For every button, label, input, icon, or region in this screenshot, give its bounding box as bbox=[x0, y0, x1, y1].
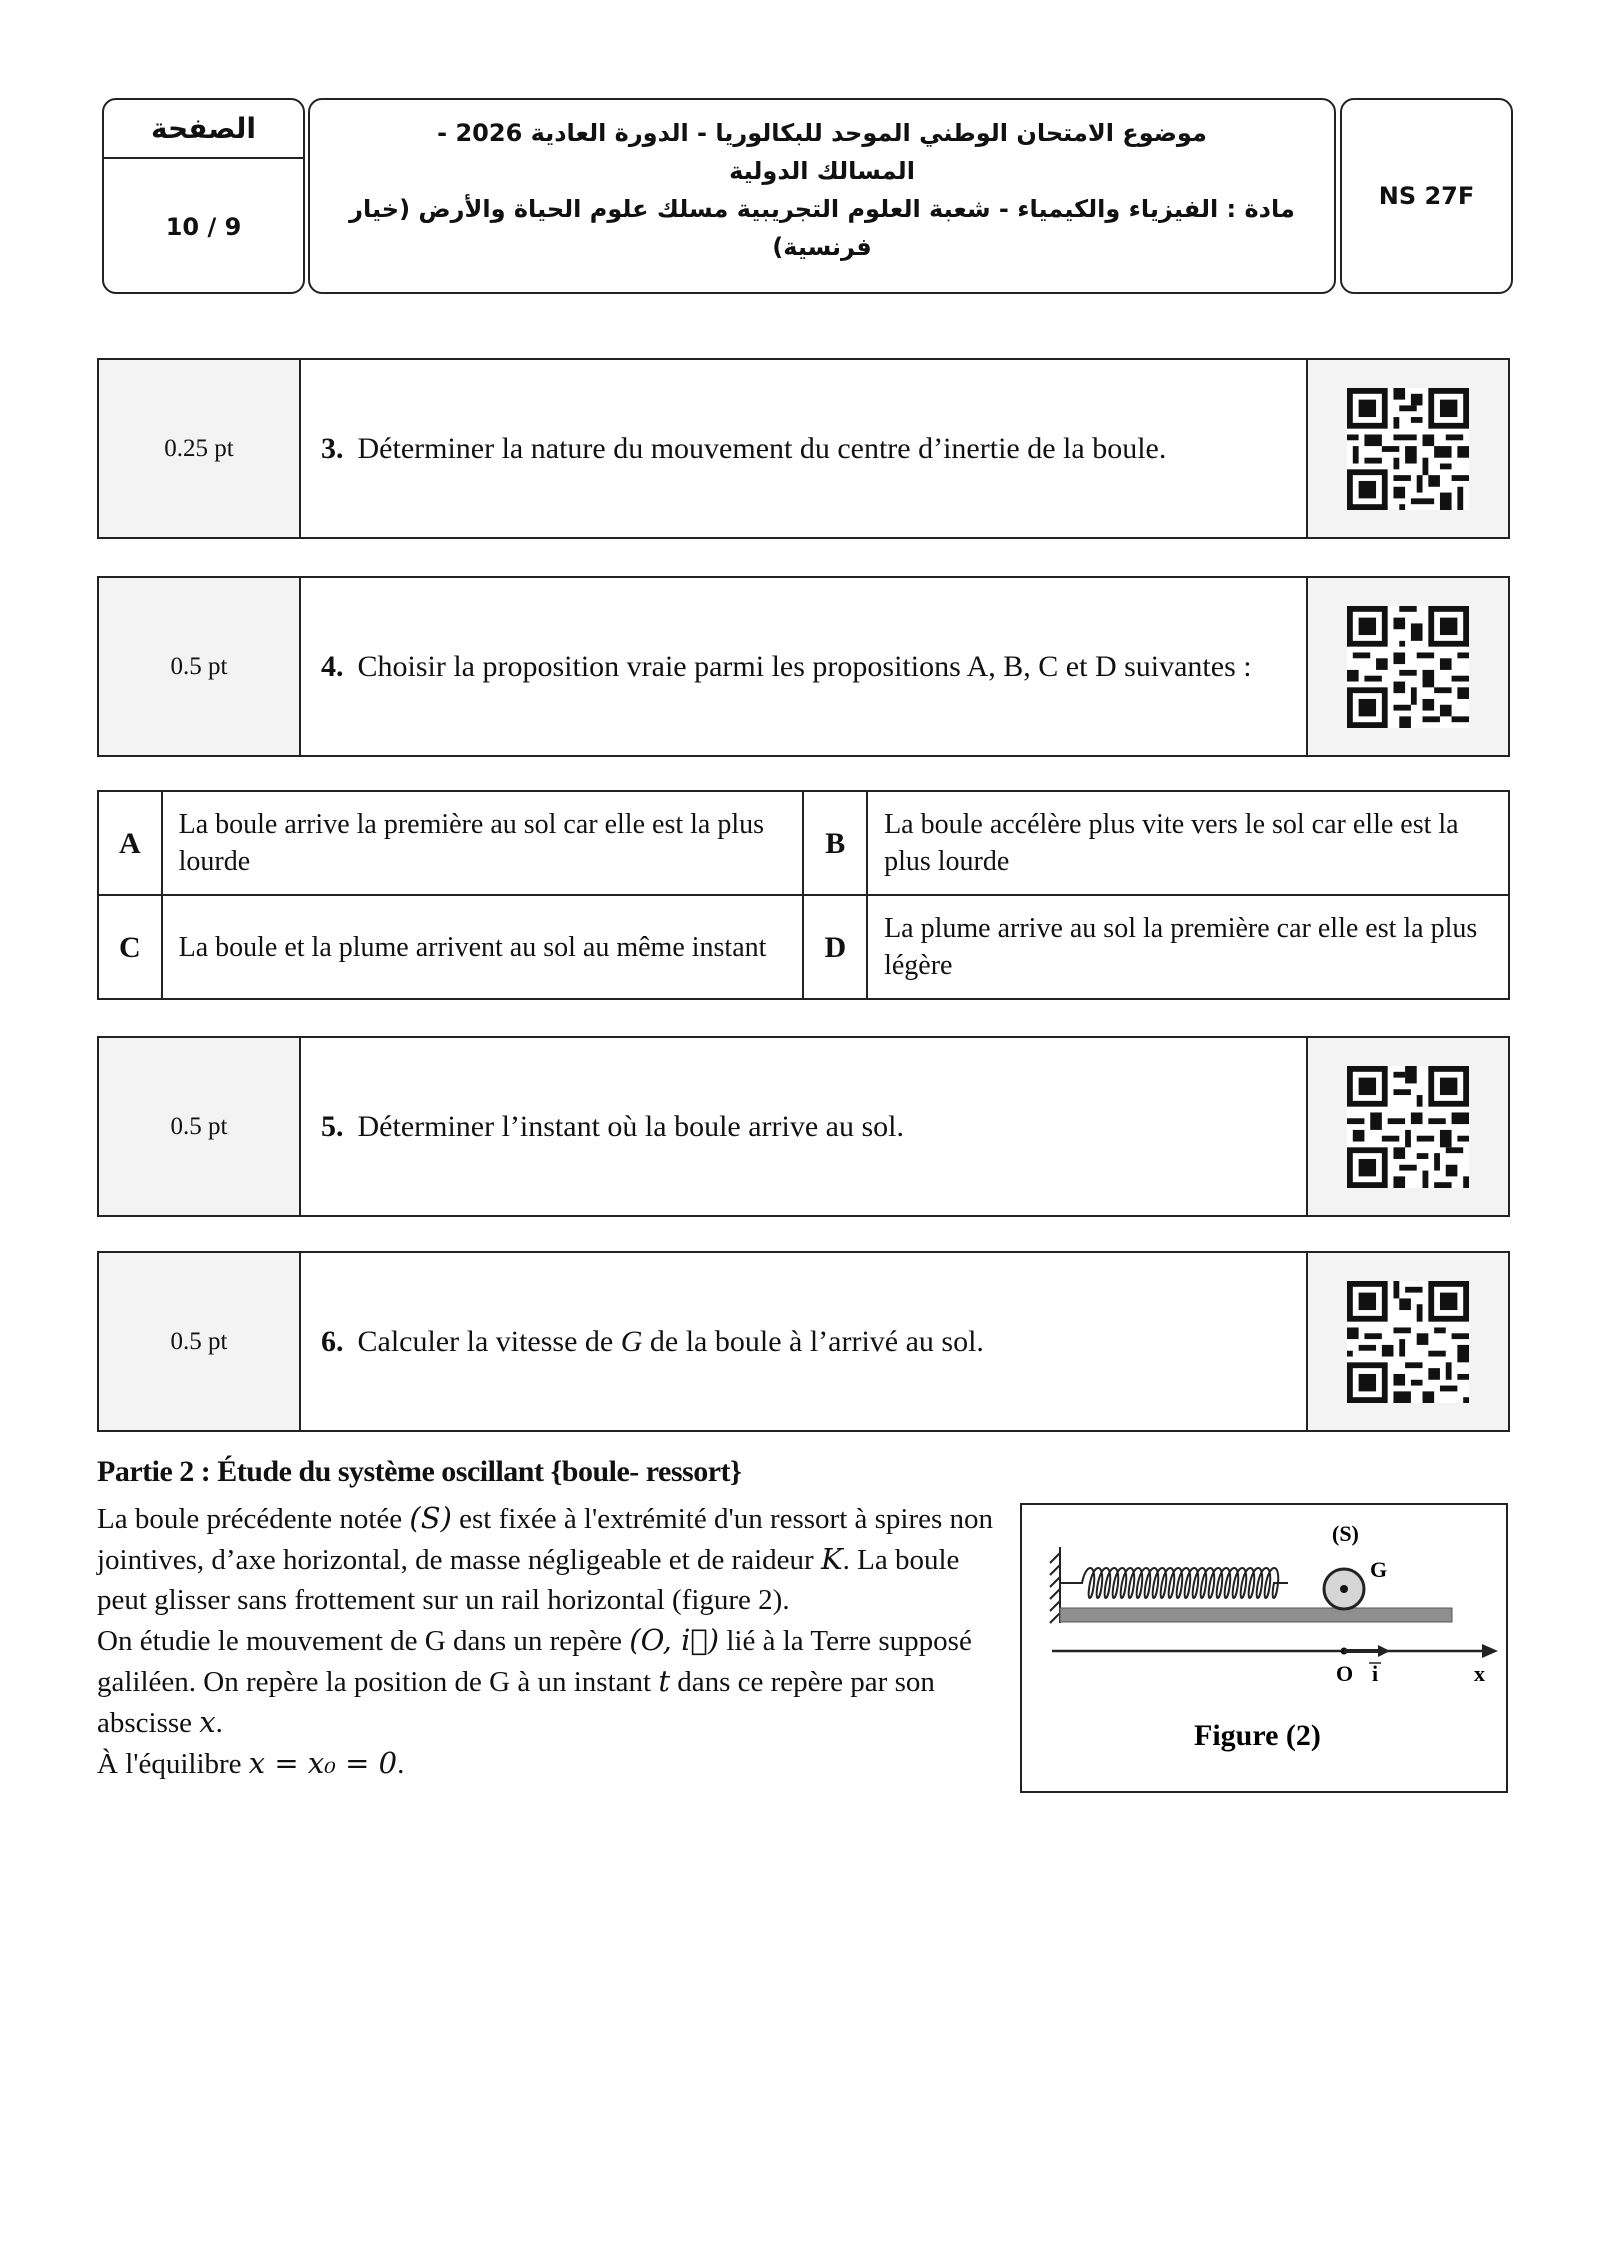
spring-mass-diagram bbox=[1022, 1505, 1506, 1791]
options-table bbox=[97, 790, 1510, 1000]
qr-code-cell bbox=[1306, 360, 1508, 537]
math-symbol-t: t bbox=[658, 1664, 670, 1698]
label-i: i bbox=[1372, 1661, 1379, 1686]
part2-paragraph-3 bbox=[97, 1743, 997, 1784]
question-number: 4. bbox=[321, 649, 344, 683]
question-points: 0.5 pt bbox=[99, 1038, 301, 1215]
question-number: 3. bbox=[321, 431, 344, 465]
text-span: La boule précédente notée bbox=[97, 1503, 403, 1535]
text-span: . La boule peut glisser sans frottement sur un rail horizontal (figure 2). bbox=[97, 1544, 960, 1616]
math-frame: (O, i⃗) bbox=[629, 1623, 720, 1657]
x-axis-arrow-icon bbox=[1482, 1644, 1498, 1658]
question-body-before: Calculer la vitesse de bbox=[357, 1324, 614, 1358]
question-points: 0.25 pt bbox=[99, 360, 301, 537]
options-row bbox=[98, 791, 1509, 895]
exam-title-line2: المسالك الدولية bbox=[729, 157, 915, 185]
option-letter: C bbox=[98, 895, 162, 999]
option-text: La boule accélère plus vite vers le sol car elle est la plus lourde bbox=[867, 791, 1509, 895]
label-x: x bbox=[1474, 1661, 1485, 1686]
page-number: 10 / 9 bbox=[165, 213, 242, 241]
part2-paragraph-1 bbox=[97, 1498, 997, 1620]
question-row-5 bbox=[97, 1036, 1510, 1217]
wall-icon bbox=[1050, 1547, 1060, 1623]
exam-code: NS 27F bbox=[1378, 182, 1475, 210]
text-span: dans ce repère par son abscisse bbox=[97, 1666, 935, 1739]
option-text: La boule et la plume arrivent au sol au même instant bbox=[162, 895, 804, 999]
math-equilibrium: x = x₀ = 0 bbox=[248, 1746, 398, 1780]
question-points: 0.5 pt bbox=[99, 578, 301, 755]
qr-code-cell bbox=[1306, 578, 1508, 755]
text-span: lié à la Terre supposé galiléen. On repère la position de G à un instant bbox=[97, 1625, 972, 1698]
text-span: est fixée à l'extrémité d'un ressort à spires non jointives, d’axe horizontal, de masse négligeable et de raideur bbox=[97, 1503, 994, 1576]
text-span: À l'équilibre bbox=[97, 1748, 242, 1780]
exam-subject-line1: مادة : الفيزياء والكيمياء - شعبة العلوم التجريبية مسلك علوم الحياة والأرض (خيار bbox=[349, 195, 1295, 223]
option-letter: D bbox=[803, 895, 867, 999]
options-row bbox=[98, 895, 1509, 999]
label-o: O bbox=[1336, 1661, 1354, 1686]
math-symbol-x: x bbox=[199, 1705, 216, 1739]
math-symbol-k: K bbox=[820, 1542, 843, 1576]
question-text bbox=[301, 1038, 1306, 1215]
math-symbol-g: G bbox=[620, 1324, 643, 1358]
figure-2 bbox=[1020, 1503, 1508, 1793]
question-points: 0.5 pt bbox=[99, 1253, 301, 1430]
qr-code-icon[interactable] bbox=[1347, 606, 1469, 728]
qr-code-cell bbox=[1306, 1253, 1508, 1430]
question-text bbox=[301, 578, 1306, 755]
question-text bbox=[301, 1253, 1306, 1430]
question-row-3 bbox=[97, 358, 1510, 539]
option-text: La boule arrive la première au sol car elle est la plus lourde bbox=[162, 791, 804, 895]
figure-caption: Figure (2) bbox=[1194, 1719, 1321, 1752]
exam-title-box bbox=[308, 98, 1336, 294]
exam-subject-line2: فرنسية) bbox=[772, 233, 872, 261]
text-span: . bbox=[215, 1707, 223, 1739]
math-symbol-s: (S) bbox=[409, 1501, 452, 1535]
exam-code-box bbox=[1340, 98, 1513, 294]
question-body: Déterminer l’instant où la boule arrive au sol. bbox=[357, 1109, 904, 1143]
page-label: الصفحة bbox=[104, 100, 303, 159]
question-text bbox=[301, 360, 1306, 537]
question-body-after: de la boule à l’arrivé au sol. bbox=[649, 1324, 984, 1358]
unit-vector-arrow-icon bbox=[1378, 1645, 1390, 1657]
text-span: On étudie le mouvement de G dans un repère bbox=[97, 1625, 623, 1657]
qr-code-icon[interactable] bbox=[1347, 1281, 1469, 1403]
option-text: La plume arrive au sol la première car elle est la plus légère bbox=[867, 895, 1509, 999]
center-of-mass-dot bbox=[1340, 1585, 1348, 1593]
qr-code-cell bbox=[1306, 1038, 1508, 1215]
exam-title-line1: موضوع الامتحان الوطني الموحد للبكالوريا - الدورة العادية 2026 - bbox=[437, 119, 1207, 147]
part2-paragraph-2 bbox=[97, 1620, 997, 1743]
label-s: (S) bbox=[1332, 1521, 1359, 1546]
rail bbox=[1060, 1608, 1452, 1622]
question-body: Choisir la proposition vraie parmi les propositions A, B, C et D suivantes : bbox=[357, 649, 1252, 683]
option-letter: A bbox=[98, 791, 162, 895]
page-number-box bbox=[102, 98, 305, 294]
label-g: G bbox=[1370, 1557, 1388, 1582]
question-number: 5. bbox=[321, 1109, 344, 1143]
question-row-6 bbox=[97, 1251, 1510, 1432]
part2-title: Partie 2 : Étude du système oscillant {boule- ressort} bbox=[97, 1455, 742, 1488]
spring-icon bbox=[1060, 1568, 1288, 1598]
question-number: 6. bbox=[321, 1324, 344, 1358]
qr-code-icon[interactable] bbox=[1347, 1066, 1469, 1188]
text-span: . bbox=[397, 1748, 405, 1780]
question-body: Déterminer la nature du mouvement du centre d’inertie de la boule. bbox=[357, 431, 1167, 465]
part2-body bbox=[97, 1498, 997, 1784]
question-row-4 bbox=[97, 576, 1510, 757]
qr-code-icon[interactable] bbox=[1347, 388, 1469, 510]
option-letter: B bbox=[803, 791, 867, 895]
